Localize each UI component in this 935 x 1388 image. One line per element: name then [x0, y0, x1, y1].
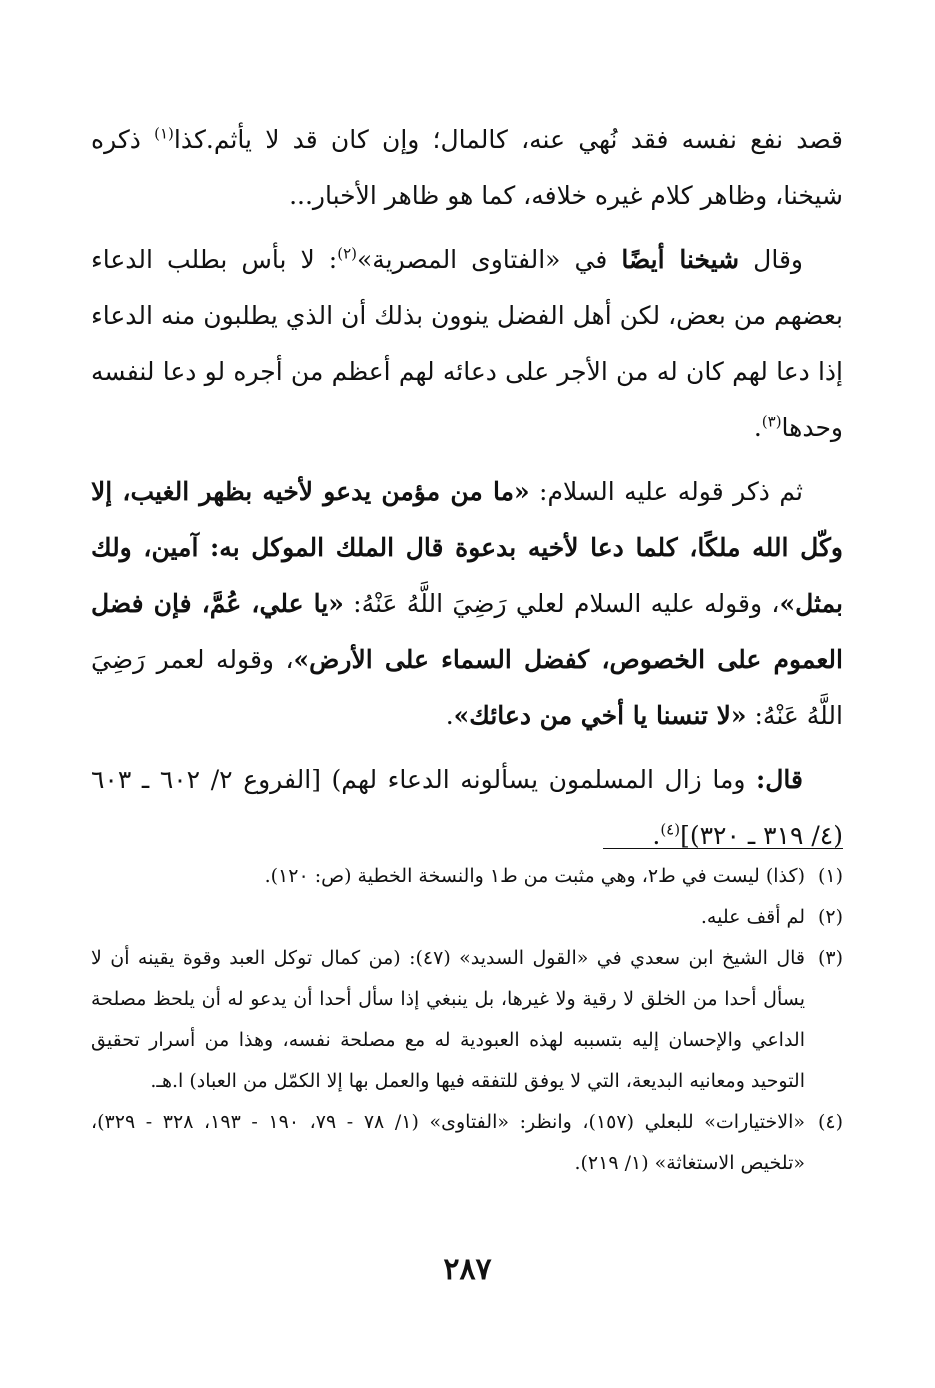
text-run: . [652, 821, 661, 850]
text-run: ثم ذكر قوله عليه السلام: [529, 477, 803, 506]
footnotes [91, 856, 843, 1184]
footnote-number: (٢) [817, 906, 843, 928]
text-run: . [445, 701, 454, 730]
footnote-text: قال الشيخ ابن سعدي في «القول السديد» (٤٧): (من كمال توكل العبد وقوة يقينه أن لا يسأل أحدا من الخلق لا رقية ولا غيرها، بل ينبغي إذا سأل أحدا أن يدعو له أن يلحظ مصلحة الداعي والإحسان إليه بتسببه لهذه العبودية له مع مصلحة نفسه، وهذا من أسرار تحقيق التوحيد ومعانيه البديعة، التي لا يوفق للتفقه فيها والعمل بها إلا الكمّل من العباد) ا.هـ. [91, 947, 806, 1092]
bold-text: شيخنا أيضًا [621, 245, 740, 274]
footnote-divider [603, 848, 843, 849]
page-number: ٢٨٧ [443, 1252, 492, 1287]
text-run: ، وقوله عليه السلام لعلي رَضِيَ اللَّهُ عَنْهُ: [343, 589, 780, 618]
footnote-number: (٣) [817, 947, 843, 969]
footnote-ref-3[interactable]: (٣) [761, 412, 782, 431]
footnote-number: (٤) [817, 1111, 843, 1133]
bold-text: قال: [756, 765, 803, 794]
hadith-quote: «لا تنسنا يا أخي من دعائك» [453, 701, 747, 730]
footnote-2 [91, 897, 843, 938]
text-run: : لا بأس بطلب الدعاء بعضهم من بعض، لكن أهل الفضل ينوون بذلك أن الذي يطلبون منه الدعاء إذا دعا لهم كان له من الأجر على دعائه لهم أعظم من أجره لو دعا لنفسه وحدها [91, 245, 843, 442]
footnote-text: «الاختيارات» للبعلي (١٥٧)، وانظر: «الفتاوى» (١/ ٧٨ - ٧٩، ١٩٠ - ١٩٣، ٣٢٨ - ٣٢٩)، «تلخيص الاستغاثة» (١/ ٢١٩). [91, 1111, 806, 1174]
footnote-3 [91, 938, 843, 1102]
footnote-1 [91, 856, 843, 897]
paragraph-3 [91, 464, 843, 744]
text-run: وقال [739, 245, 803, 274]
hadith-quote: «يا علي، عُمَّ، فإن فضل العموم على الخصوص، كفضل السماء على الأرض» [91, 589, 843, 674]
text-run: ، وقوله لعمر رَضِيَ اللَّهُ عَنْهُ: [91, 645, 843, 730]
paragraph-2 [91, 232, 843, 456]
text-run: وما زال المسلمون يسألونه الدعاء لهم) [الفروع ٢/ ٦٠٢ ـ ٦٠٣ (٤/ ٣١٩ ـ ٣٢٠)] [91, 765, 843, 850]
footnote-text: (كذا) ليست في ط٢، وهي مثبت من ط١ والنسخة الخطية (ص: ١٢٠). [264, 865, 805, 887]
footnote-text: لم أقف عليه. [700, 906, 805, 928]
footnote-ref-2[interactable]: (٢) [337, 244, 357, 263]
text-run: ذكره شيخنا، وظاهر كلام غيره خلافه، كما هو ظاهر الأخبار... [91, 125, 843, 210]
footnote-number: (١) [817, 865, 843, 887]
footnote-4 [91, 1102, 843, 1184]
footnote-ref-4[interactable]: (٤) [660, 820, 681, 839]
text-run: قصد نفع نفسه فقد نُهي عنه، كالمال؛ وإن كان قد لا يأثم.كذا [173, 125, 843, 154]
hadith-quote: «ما من مؤمن يدعو لأخيه بظهر الغيب، إلا وكّل الله ملكًا، كلما دعا لأخيه بدعوة قال الملك الموكل به: آمين، ولك بمثل» [91, 477, 843, 618]
paragraph-1 [91, 112, 843, 224]
text-run: . [753, 413, 762, 442]
main-text [91, 112, 843, 872]
footnote-ref-1[interactable]: (١) [154, 124, 174, 143]
text-run: في «الفتاوى المصرية» [356, 245, 622, 274]
